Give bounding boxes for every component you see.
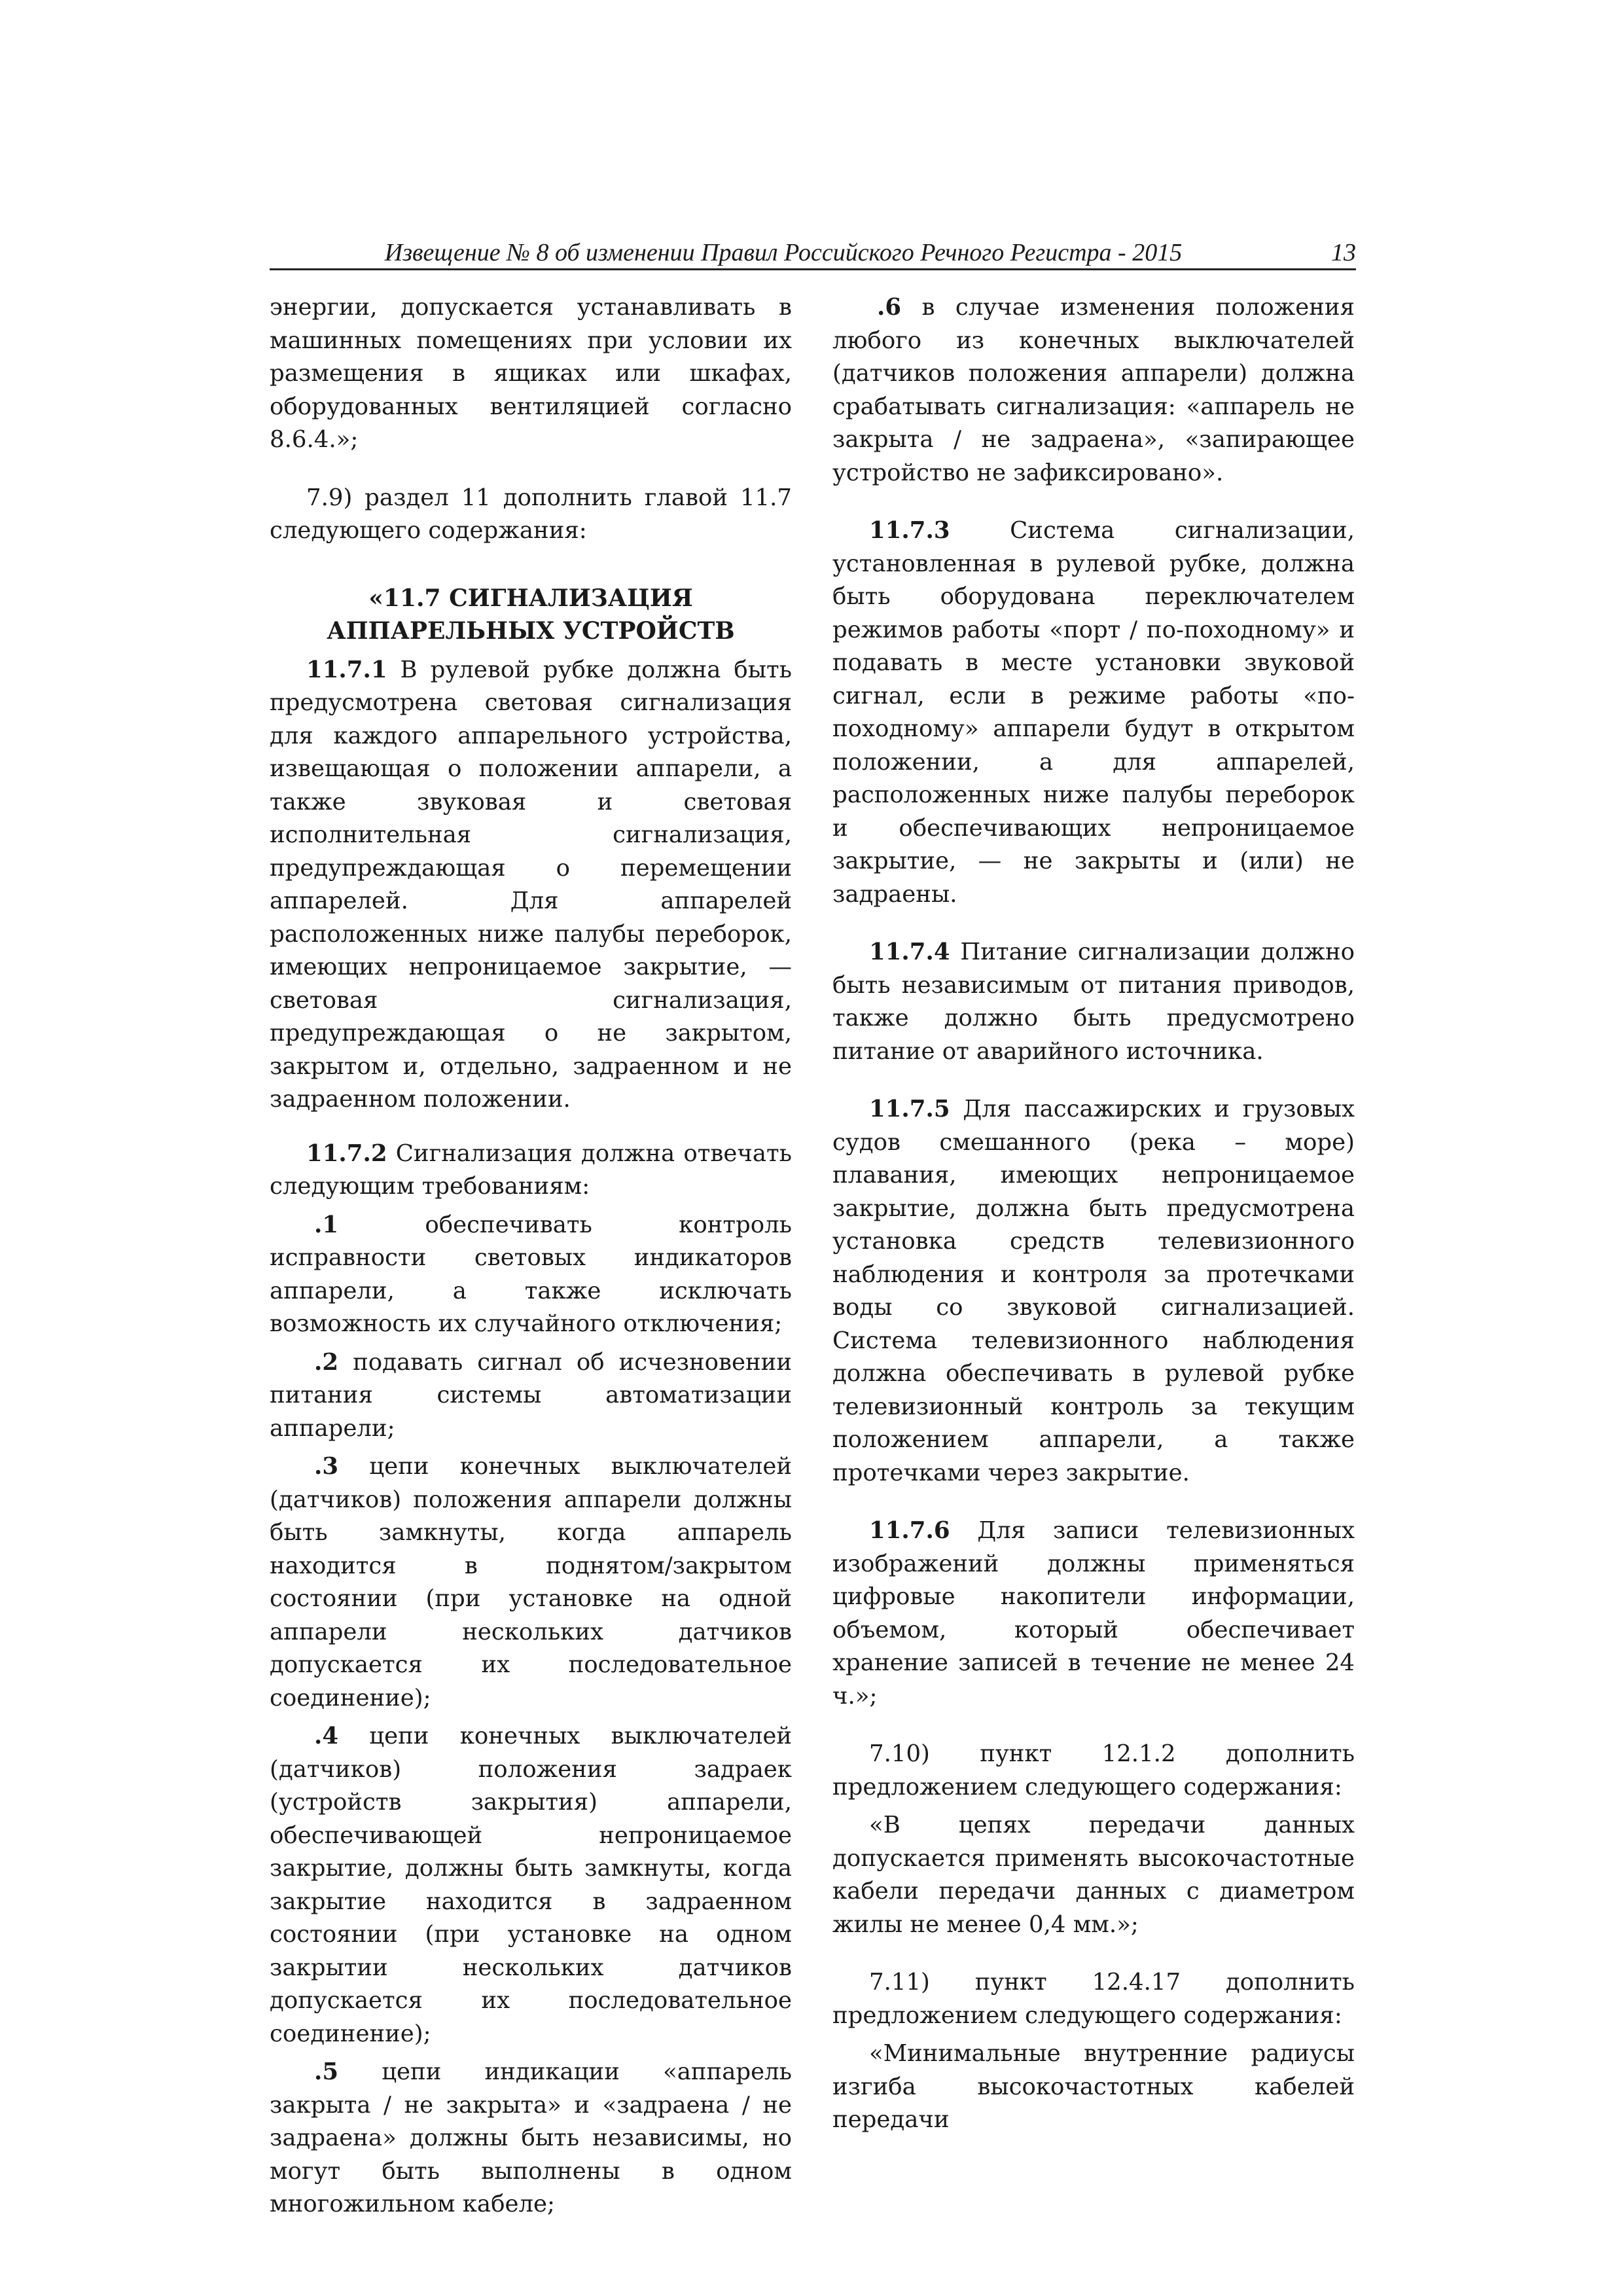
header-title: Извещение № 8 об изменении Правил Российского Речного Регистра - 2015 bbox=[384, 239, 1183, 266]
page-number: 13 bbox=[1331, 239, 1356, 266]
clause-number: 11.7.3 bbox=[869, 517, 950, 544]
paragraph-energy: энергии, допускается устанавливать в машинных помещениях при условии их размещения в ящиках или шкафах, оборудованных вентиляцией согласно 8.6.4.»; bbox=[270, 294, 792, 453]
list-item-2 bbox=[270, 1346, 792, 1446]
clause-number: 11.7.2 bbox=[306, 1139, 387, 1167]
item-number: .1 bbox=[314, 1211, 339, 1238]
paragraph-7-9: 7.9) раздел 11 дополнить главой 11.7 следующего содержания: bbox=[270, 484, 792, 544]
clause-11-7-2 bbox=[270, 1138, 792, 1204]
quote-7-11: «Минимальные внутренние радиусы изгиба высокочастотных кабелей передачи bbox=[832, 2040, 1355, 2133]
chapter-heading: «11.7 СИГНАЛИЗАЦИЯ АППАРЕЛЬНЫХ УСТРОЙСТВ bbox=[327, 584, 735, 645]
left-column bbox=[270, 291, 792, 2221]
clause-text: Для записи телевизионных изображений должны применяться цифровые накопители информации, объемом, который обеспечивает хранение записей в течение не менее 24 ч.»; bbox=[832, 1517, 1355, 1710]
list-item-3 bbox=[270, 1450, 792, 1715]
clause-11-7-4 bbox=[832, 936, 1355, 1068]
clause-number: 11.7.6 bbox=[869, 1517, 950, 1544]
item-text: обеспечивать контроль исправности световых индикаторов аппарели, а также исключать возможность их случайного отключения; bbox=[270, 1211, 792, 1337]
item-number: .5 bbox=[314, 2058, 339, 2085]
clause-text: Сигнализация должна отвечать следующим требованиям: bbox=[270, 1139, 792, 1200]
running-header bbox=[270, 237, 1356, 270]
item-number: .2 bbox=[314, 1348, 339, 1376]
clause-number: 11.7.1 bbox=[306, 656, 387, 683]
clause-number: 11.7.5 bbox=[869, 1096, 950, 1122]
item-text: цепи индикации «аппарель закрыта / не закрыта» и «задраена / не задраена» должны быть независимы, но могут быть выполнены в одном многожильном кабеле; bbox=[270, 2058, 792, 2217]
item-text: цепи конечных выключателей (датчиков) положения задраек (устройств закрытия) аппарели, обеспечивающей непроницаемое закрытие, должны быть замкнуты, когда закрытие находится в задраенном состоянии (при установке на одном закрытии нескольких датчиков допускается их последовательное соединение); bbox=[270, 1723, 792, 2047]
clause-text: Для пассажирских и грузовых судов смешанного (река – море) плавания, имеющих непроницаемое закрытие, должна быть предусмотрена установка средств телевизионного наблюдения и контроля за протечками воды со звуковой сигнализацией. Система телевизионного наблюдения должна обеспечивать в рулевой рубке телевизионный контроль за текущим положением аппарели, а также протечками через закрытие. bbox=[832, 1096, 1355, 1486]
list-item-4 bbox=[270, 1720, 792, 2051]
list-item-6 bbox=[832, 291, 1355, 490]
clause-11-7-1 bbox=[270, 654, 792, 1117]
clause-text: В рулевой рубке должна быть предусмотрена световая сигнализация для каждого аппарельного устройства, извещающая о положении аппарели, а также звуковая и световая исполнительная сигнализация, предупреждающая о перемещении аппарелей. Для аппарелей расположенных ниже палубы переборок, имеющих непроницаемое закрытие, — световая сигнализация, предупреждающая о не закрытом, закрытом и, отдельно, задраенном и не задраенном положении. bbox=[270, 656, 792, 1113]
list-item-1 bbox=[270, 1209, 792, 1341]
clause-text: Питание сигнализации должно быть независимым от питания приводов, также должно быть предусмотрено питание от аварийного источника. bbox=[832, 939, 1355, 1065]
clause-text: Система сигнализации, установленная в рулевой рубке, должна быть оборудована переключателем режимов работы «порт / по-походному» и подавать в месте установки звуковой сигнал, если в режиме работы «по-походному» аппарели будут в открытом положении, а для аппарелей, расположенных ниже палубы переборок и обеспечивающих непроницаемое закрытие, — не закрыты и (или) не задраены. bbox=[832, 517, 1355, 908]
paragraph-7-11: 7.11) пункт 12.4.17 дополнить предложением следующего содержания: bbox=[832, 1969, 1355, 2029]
quote-7-10: «В цепях передачи данных допускается применять высокочастотные кабели передачи данных с диаметром жилы не менее 0,4 мм.»; bbox=[832, 1812, 1355, 1938]
clause-11-7-3 bbox=[832, 514, 1355, 911]
right-column bbox=[832, 291, 1355, 2137]
clause-11-7-6 bbox=[832, 1515, 1355, 1713]
list-item-5 bbox=[270, 2056, 792, 2221]
item-number: .3 bbox=[314, 1453, 339, 1480]
item-number: .6 bbox=[877, 294, 902, 321]
item-text: подавать сигнал об исчезновении питания системы автоматизации аппарели; bbox=[270, 1348, 792, 1442]
clause-11-7-5 bbox=[832, 1093, 1355, 1490]
item-text: в случае изменения положения любого из конечных выключателей (датчиков положения аппарели) должна срабатывать сигнализация: «аппарель не закрыта / не задраена», «запирающее устройство не зафиксировано». bbox=[832, 294, 1355, 486]
item-number: .4 bbox=[314, 1723, 339, 1749]
paragraph-7-10: 7.10) пункт 12.1.2 дополнить предложением следующего содержания: bbox=[832, 1740, 1355, 1801]
item-text: цепи конечных выключателей (датчиков) положения аппарели должны быть замкнуты, когда аппарель находится в поднятом/закрытом состоянии (при установке на одной аппарели нескольких датчиков допускается их последовательное соединение); bbox=[270, 1453, 792, 1712]
clause-number: 11.7.4 bbox=[869, 939, 950, 965]
